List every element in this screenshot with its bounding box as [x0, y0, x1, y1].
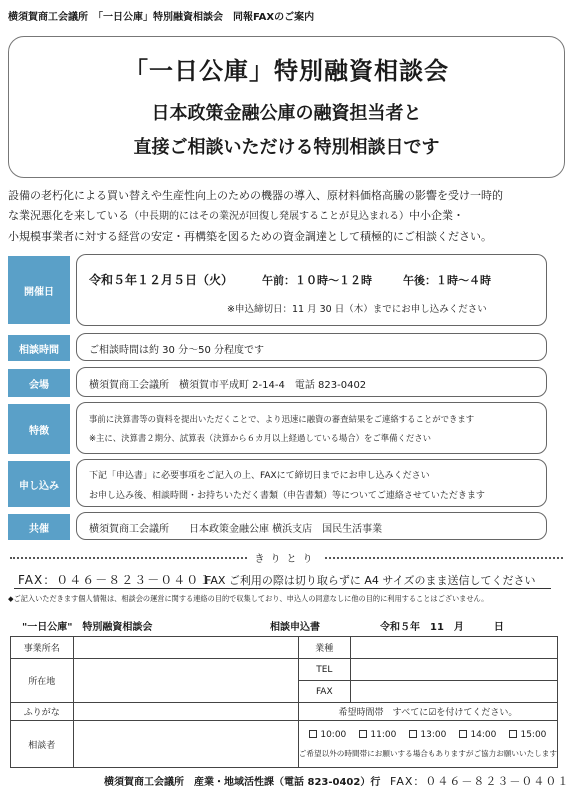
label-host: 共催 [8, 514, 70, 540]
tel-field[interactable] [350, 659, 557, 681]
form-event-name: "一日公庫" 特別融資相談会 [22, 622, 153, 633]
checkbox-icon[interactable] [359, 730, 367, 738]
header-line: 横須賀商工会議所 「一日公庫」特別融資相談会 同報FAXのご案内 [8, 12, 315, 23]
feature-line-2: ※主に、決算書２期分、試算表（決算から６カ月以上経過している場合）をご準備ください [89, 433, 432, 443]
feature-line-1: 事前に決算書等の資料を提出いただくことで、より迅速に融資の審査結果をご連絡することができます [89, 414, 475, 424]
intro-line-2: な業況悪化を来している（中長期的にはその業況が回復し発展することが見込まれる）中小企業・ [8, 209, 464, 222]
form-title: 相談申込書 [270, 622, 320, 633]
intro-text [8, 186, 565, 247]
time-option-1400[interactable]: 14:00 [459, 730, 496, 740]
label-time: 相談時間 [8, 335, 70, 361]
apply-box [76, 459, 547, 507]
date-pm: 午後：１時～４時 [403, 274, 491, 287]
date-note: ※申込締切日：11 月 30 日（木）までにお申し込みください [227, 304, 487, 315]
person-field[interactable] [73, 721, 298, 768]
footer-contact: 横須賀商工会議所 産業・地域活性課（電話 823-0402）行 [104, 777, 381, 788]
industry-field[interactable] [350, 637, 557, 659]
form-date: 令和５年 11 月 日 [380, 622, 504, 633]
fax-note: FAX ご利用の際は切り取らずに A4 サイズのまま送信してください [205, 574, 536, 587]
apply-line-2: お申し込み後、相談時間・お持ちいただく書類（申告書類）等についてご連絡させていただきます [89, 491, 485, 501]
venue-text: 横須賀商工会議所 横須賀市平成町 2-14-4 電話 823-0402 [89, 380, 367, 391]
address-label: 所在地 [11, 659, 74, 703]
time-options [298, 721, 557, 768]
checkbox-icon[interactable] [409, 730, 417, 738]
time-option-1000[interactable]: 10:00 [309, 730, 346, 740]
time-option-1500[interactable]: 15:00 [509, 730, 546, 740]
apply-line-1: 下記「申込書」に必要事項をご記入の上、FAXにて締切日までにお申し込みください [89, 471, 430, 481]
fax-label: FAX [298, 681, 350, 703]
intro-line-1: 設備の老朽化による買い替えや生産性向上のための機器の導入、原材料価格高騰の影響を受け一時的 [8, 189, 503, 202]
fax-number: FAX：０４６－８２３－０４０１ [18, 573, 213, 587]
subtitle-1: 日本政策金融公庫の融資担当者と [151, 103, 422, 124]
furigana-field[interactable] [73, 703, 298, 721]
tel-label: TEL [298, 659, 350, 681]
checkbox-icon[interactable] [309, 730, 317, 738]
date-am: 午前：１０時～１２時 [262, 274, 372, 287]
label-venue: 会場 [8, 369, 70, 397]
fax-field[interactable] [350, 681, 557, 703]
host-text: 横須賀商工会議所 日本政策金融公庫 横浜支店 国民生活事業 [89, 524, 383, 535]
label-date: 開催日 [8, 256, 70, 324]
time-option-1100[interactable]: 11:00 [359, 730, 396, 740]
fax-underline [14, 588, 551, 589]
label-feature: 特徴 [8, 404, 70, 454]
time-title: 希望時間帯 すべてに☑を付けてください。 [298, 703, 557, 721]
venue-box [76, 367, 547, 397]
time-option-1300[interactable]: 13:00 [409, 730, 446, 740]
time-box [76, 333, 547, 361]
office-field[interactable] [73, 637, 298, 659]
furigana-label: ふりがな [11, 703, 74, 721]
title-box [8, 36, 565, 178]
person-label: 相談者 [11, 721, 74, 768]
date-box [76, 254, 547, 326]
intro-line-3: 小規模事業者に対する経営の安定・再構築を図るための資金調達として積極的にご相談ください。 [8, 230, 492, 243]
office-label: 事業所名 [11, 637, 74, 659]
address-field[interactable] [73, 659, 298, 703]
subtitle-2: 直接ご相談いただける特別相談日です [133, 137, 440, 158]
page-title: 「一日公庫」特別融資相談会 [124, 57, 449, 85]
footer-fax: FAX：０４６－８２３－０４０１ [390, 775, 570, 788]
label-apply: 申し込み [8, 461, 70, 507]
application-form [10, 636, 558, 768]
time-text: ご相談時間は約 30 分～50 分程度です [89, 345, 264, 356]
feature-box [76, 402, 547, 454]
kiritori-label: きりとり [0, 550, 573, 565]
host-box [76, 512, 547, 540]
checkbox-icon[interactable] [509, 730, 517, 738]
privacy-notice: ◆ご記入いただきます個人情報は、相談会の運営に関する連絡の目的で収集しており、申込人の同意なしに他の目的に利用することはございません。 [8, 594, 489, 603]
date-main: 令和５年１２月５日（火） [89, 273, 234, 287]
checkbox-icon[interactable] [459, 730, 467, 738]
time-note: ご希望以外の時間帯にお願いする場合もありますがご協力お願いいたします [298, 748, 557, 758]
industry-label: 業種 [298, 637, 350, 659]
